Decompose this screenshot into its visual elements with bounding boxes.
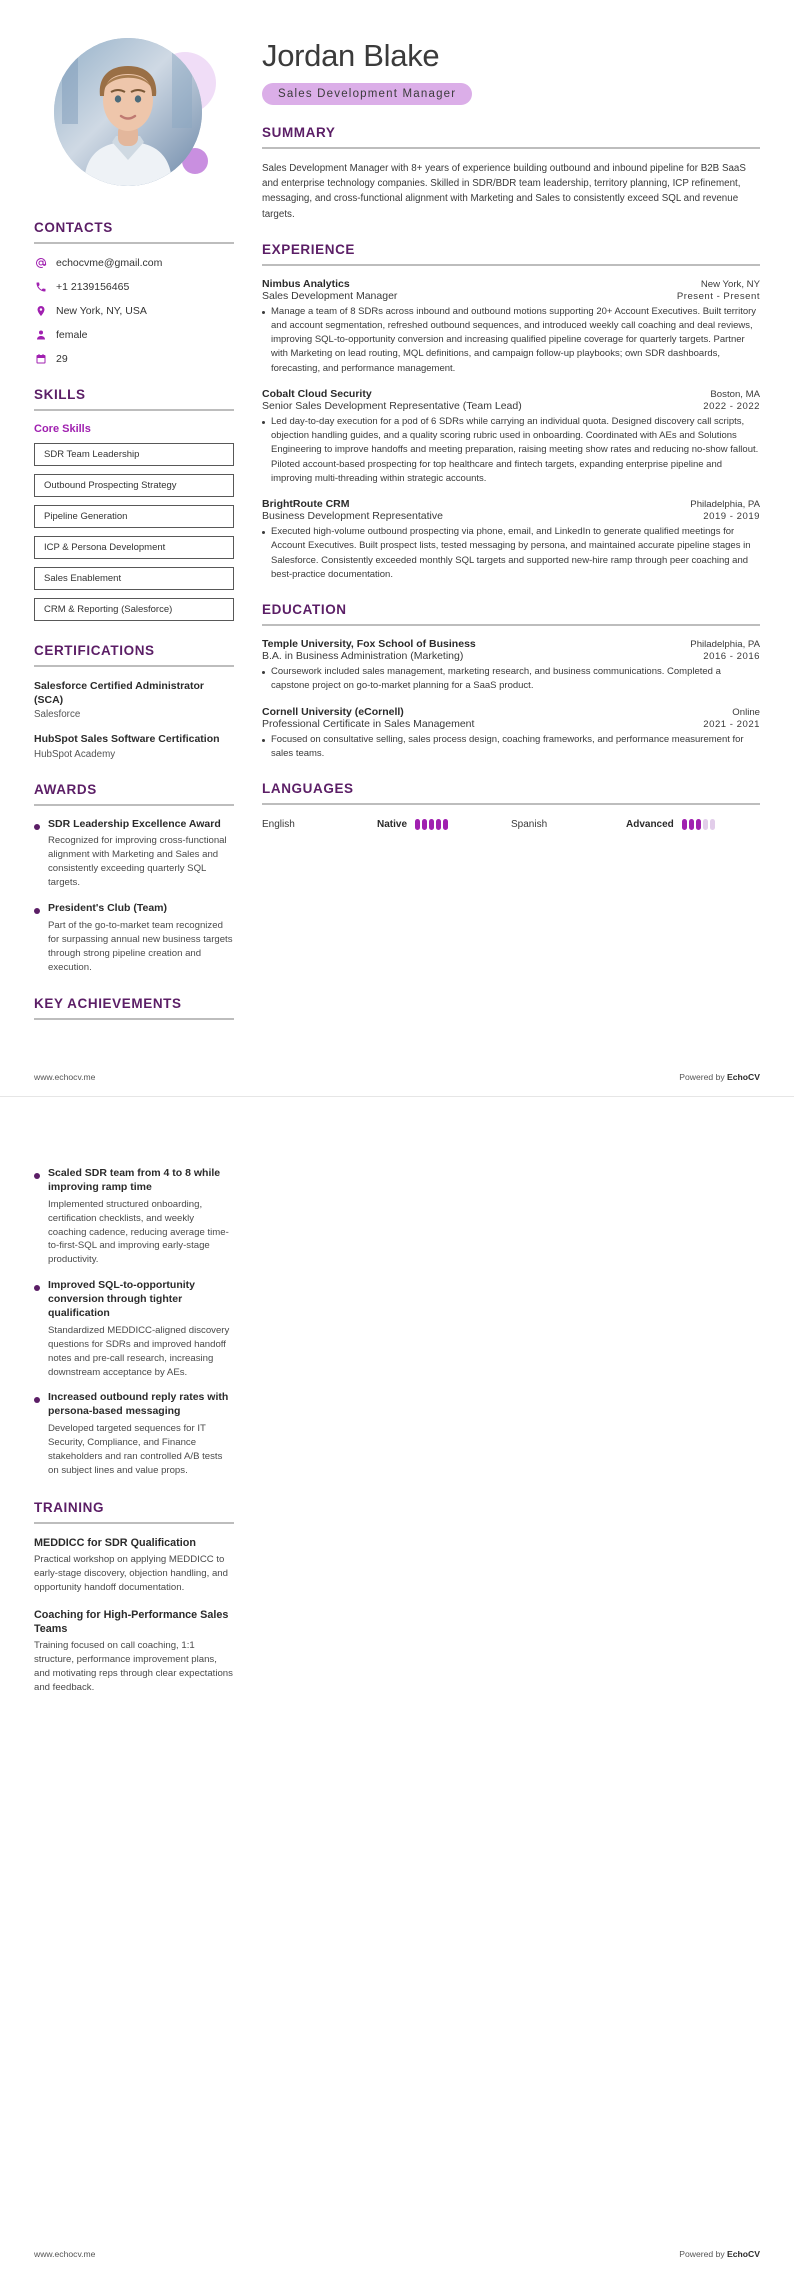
education-school: Temple University, Fox School of Business [262,638,476,651]
languages-row [262,819,760,830]
contact-email[interactable] [34,256,234,269]
awards-section [34,782,234,975]
section-divider [34,242,234,244]
experience-company: Cobalt Cloud Security [262,387,372,400]
achievement-description: Standardized MEDDICC-aligned discovery questions for SDRs and improved handoff notes and pre-call research, increasing downstream acceptance by AEs. [48,1324,230,1378]
training-title: Coaching for High-Performance Sales Teams [34,1608,229,1636]
skills-group-title: Core Skills [34,423,91,435]
contact-gender [34,328,234,341]
achievement-title: Improved SQL-to-opportunity conversion through tighter qualification [48,1279,195,1319]
language-name: English [262,819,295,831]
skills-heading: SKILLS [34,387,86,402]
experience-bullet-text: Led day-to-day execution for a pod of 6 SDRs while carrying an individual quota. Designed discovery call scripts, objection handling guides, and a quality scoring rubric used in onboarding. Coordinated with AEs and Solutions Engineering to improve handoffs and meeting preparation, raising meeting show rates and reducing no-show fallout. Piloted account-based prospecting for top healthcare and fintech targets, expanding enterprise pipeline and improving multi-threading within strategic accounts. [271,415,759,484]
award-item [34,818,234,890]
section-divider [262,264,760,266]
footer-site[interactable]: www.echocv.me [34,2248,96,2259]
person-icon [34,328,47,341]
award-description: Part of the go-to-market team recognized for surpassing annual new business targets through strong pipeline creation and execution. [48,919,233,973]
experience-heading: EXPERIENCE [262,241,356,257]
skill-chip: Pipeline Generation [34,505,234,528]
experience-dates: Present - Present [676,290,760,302]
experience-dates: 2019 - 2019 [703,511,760,523]
education-item [262,706,760,762]
avatar [54,38,214,198]
language-level: Advanced [626,819,674,831]
footer-powered [679,2249,760,2259]
experience-location: Boston, MA [710,388,760,400]
education-school: Cornell University (eCornell) [262,705,404,718]
languages-heading: LANGUAGES [262,781,354,797]
education-dates: 2021 - 2021 [703,718,760,730]
skill-chip: ICP & Persona Development [34,536,234,559]
language-level-dots [415,819,448,830]
job-title-badge: Sales Development Manager [262,83,472,105]
skill-chip: Outbound Prospecting Strategy [34,474,234,497]
certification-item [34,732,234,759]
award-item [34,902,234,974]
certification-org: Salesforce [34,709,81,721]
education-heading: EDUCATION [262,602,347,618]
training-item [34,1536,234,1595]
resume-page-1 [0,0,794,1123]
certification-org: HubSpot Academy [34,748,116,760]
email-icon [34,256,47,269]
page-break-divider [0,1096,794,1097]
experience-section [262,242,760,583]
experience-location: New York, NY [700,278,760,290]
bullet-icon [34,1397,40,1403]
experience-bullet-text: Manage a team of 8 SDRs across inbound and outbound motions supporting 20+ Account Executives. Built territory and account segmentation, refreshed outbound sequences, and introduced weekly call coaching and deal reviews, improving SQL-to-opportunity conversion and increasing qualified pipeline coverage for quarterly targets. Partner with Marketing on lead routing, MQL definitions, and campaign follow-up playbooks; own SDR dashboards, forecasting, and performance management. [271,305,757,374]
page-footer [0,1060,794,1096]
page-title: Jordan Blake [262,38,440,73]
key-achievements-heading: KEY ACHIEVEMENTS [34,996,182,1012]
footer-brand: EchoCV [727,2248,760,2259]
award-title: SDR Leadership Excellence Award [48,817,221,830]
contacts-heading: CONTACTS [34,220,113,235]
achievement-item [34,1279,234,1379]
education-location: Philadelphia, PA [690,639,760,651]
page2-columns [0,1123,794,1717]
training-description: Training focused on call coaching, 1:1 structure, performance improvement plans, and motivating reps through clear expectations and feedback. [34,1640,233,1693]
training-heading: TRAINING [34,1499,105,1515]
bullet-icon [34,908,40,914]
education-dates: 2016 - 2016 [703,651,760,663]
training-title: MEDDICC for SDR Qualification [34,1536,196,1549]
achievement-title: Scaled SDR team from 4 to 8 while improving ramp time [48,1167,221,1193]
bullet-icon [34,824,40,830]
contact-location [34,304,234,317]
footer-powered-prefix: Powered by [679,2248,728,2259]
languages-section [262,781,760,830]
main-content-page2 [248,1167,760,1175]
language-item [511,819,760,830]
certifications-section [34,643,234,760]
skill-chip: CRM & Reporting (Salesforce) [34,598,234,621]
experience-company: BrightRoute CRM [262,498,350,511]
phone-icon [34,280,47,293]
certification-name: Salesforce Certified Administrator (SCA) [34,680,204,707]
summary-section [262,125,760,222]
experience-company: Nimbus Analytics [262,277,350,290]
section-divider [34,409,234,411]
location-icon [34,304,47,317]
training-section [34,1500,234,1695]
profile-photo [54,38,202,186]
page-footer [0,2237,794,2273]
education-bullet-text: Coursework included sales management, marketing research, and business communications. Completed a capstone project on go-to-market planning for a SaaS product. [271,666,721,692]
education-degree: Professional Certificate in Sales Management [262,717,475,730]
training-item [34,1608,234,1695]
resume-page-2 [0,1123,794,2273]
language-level: Native [377,819,408,831]
award-description: Recognized for improving cross-functional alignment with Marketing and Sales and consistently exceeding quarterly SQL targets. [48,835,227,889]
achievement-item [34,1391,234,1477]
certification-name: HubSpot Sales Software Certification [34,733,220,746]
experience-item [262,388,760,486]
main-content [248,30,760,850]
page-columns [0,0,794,1042]
certification-item [34,679,234,720]
footer-powered-prefix: Powered by [679,1072,728,1083]
contact-phone-value: +1 2139156465 [56,280,130,293]
calendar-icon [34,352,47,365]
experience-item [262,498,760,582]
skill-chip: Sales Enablement [34,567,234,590]
section-divider [34,1522,234,1524]
bullet-icon [34,1285,40,1291]
bullet-icon [262,739,265,742]
education-section [262,602,760,761]
section-divider [34,1018,234,1020]
education-bullet-text: Focused on consultative selling, sales process design, coaching frameworks, and performance measurement for sales teams. [271,733,744,759]
award-title: President's Club (Team) [48,902,167,914]
experience-item [262,278,760,376]
training-description: Practical workshop on applying MEDDICC to early-stage discovery, objection handling, and opportunity handoff documentation. [34,1554,228,1593]
bullet-icon [34,1173,40,1179]
language-item [262,819,511,830]
experience-dates: 2022 - 2022 [703,400,760,412]
skill-chip: SDR Team Leadership [34,443,234,466]
experience-bullet [262,415,760,486]
experience-bullet [262,525,760,582]
education-degree: B.A. in Business Administration (Marketing) [262,650,464,663]
experience-role: Sales Development Manager [262,289,398,302]
education-bullet [262,665,760,694]
footer-powered [679,1072,760,1082]
contact-age [34,352,234,365]
sidebar-continued [34,1167,248,1717]
experience-bullet-text: Executed high-volume outbound prospecting via phone, email, and LinkedIn to generate qualified meetings for Account Executives. Built prospect lists, tested messaging by persona, and maintained accurate pipeline stages in Salesforce. Consistently exceeded monthly SQL targets and supported new-hire ramp through peer coaching and best-practice documentation. [271,526,751,580]
contact-gender-value: female [56,328,88,341]
experience-role: Senior Sales Development Representative (Team Lead) [262,399,522,412]
education-bullet [262,733,760,762]
key-achievements-list [34,1167,234,1478]
contact-phone[interactable] [34,280,234,293]
experience-bullet [262,305,760,376]
sidebar [34,30,248,1042]
bullet-icon [262,671,265,674]
achievement-title: Increased outbound reply rates with persona-based messaging [48,1391,229,1418]
contact-location-value: New York, NY, USA [56,304,147,317]
bullet-icon [262,311,265,314]
education-location: Online [732,706,760,718]
contact-age-value: 29 [56,352,68,365]
summary-text: Sales Development Manager with 8+ years of experience building outbound and inbound pipeline for B2B SaaS and enterprise technology companies. Skilled in SDR/BDR team leadership, territory planning, ICP refinement, messaging, and cross-functional alignment with Marketing and Sales to consistently exceed SQL and revenue targets. [262,163,746,220]
section-divider [262,147,760,149]
education-item [262,638,760,694]
achievement-item [34,1167,234,1267]
skills-section [34,387,234,621]
section-divider [34,804,234,806]
summary-heading: SUMMARY [262,125,336,140]
certifications-heading: CERTIFICATIONS [34,643,155,658]
awards-heading: AWARDS [34,781,97,797]
experience-role: Business Development Representative [262,510,443,523]
key-achievements-section [34,996,234,1020]
bullet-icon [262,531,265,534]
language-level-dots [682,819,715,830]
bullet-icon [262,421,265,424]
section-divider [34,665,234,667]
language-name: Spanish [511,819,548,831]
section-divider [262,624,760,626]
contacts-section [34,220,234,365]
section-divider [262,803,760,805]
experience-location: Philadelphia, PA [690,499,760,511]
footer-brand: EchoCV [727,1072,760,1083]
achievement-description: Implemented structured onboarding, certification checklists, and weekly coaching cadence, reducing average time-to-first-SQL and improving early-stage productivity. [48,1198,229,1266]
contact-email-value: echocvme@gmail.com [56,256,163,269]
achievement-description: Developed targeted sequences for IT Security, Compliance, and Finance stakeholders and ran controlled A/B tests on subject lines and value props. [48,1423,223,1476]
footer-site[interactable]: www.echocv.me [34,1072,96,1083]
